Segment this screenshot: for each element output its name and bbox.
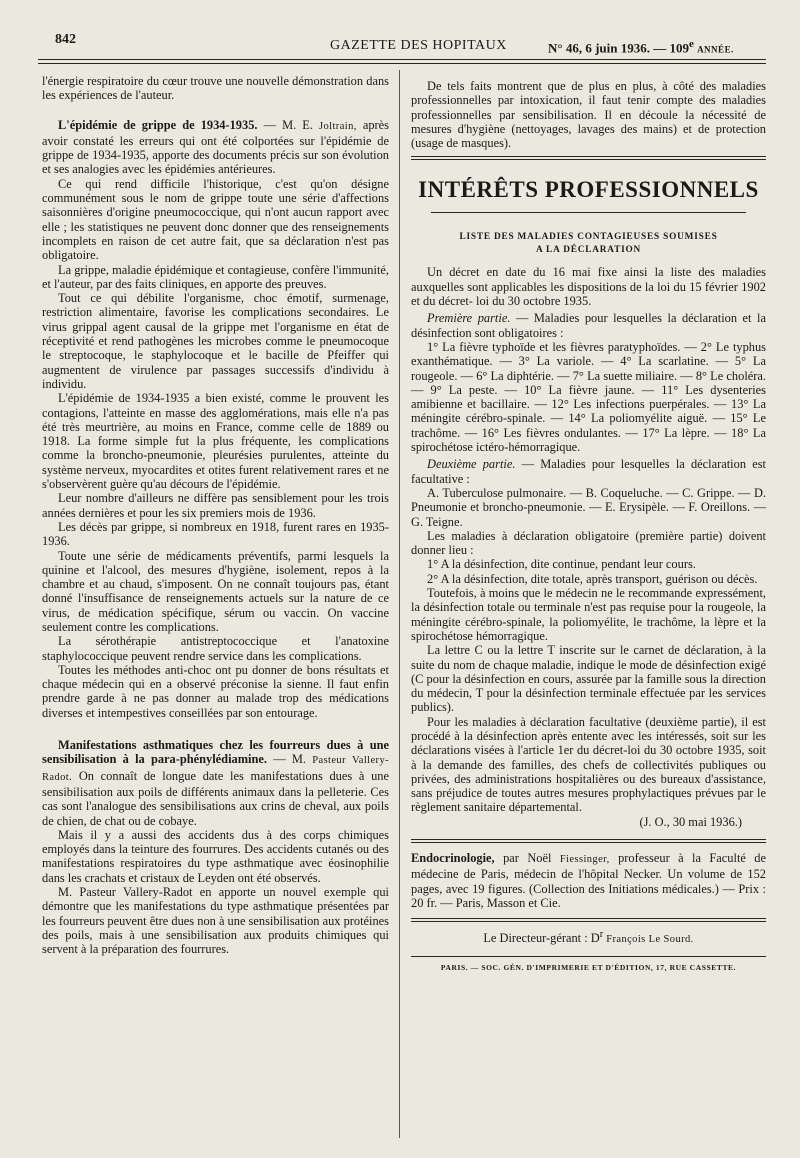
book-text: professeur à la Faculté de médecine de Paris, médecin de l'hôpital Necker. Un volume de 152 pages, avec 19 figures. (Collection des Initiations médicales.) — Prix : 20 fr. — Paris, Masson et Cie. xyxy=(411,851,767,910)
section-title: INTÉRÊTS PROFESSIONNELS xyxy=(418,177,759,203)
imprint-line: PARIS. — SOC. GÉN. D'IMPRIMERIE ET D'ÉDITION, 17, RUE CASSETTE. xyxy=(440,962,737,972)
right-column xyxy=(411,79,766,975)
asthma-title: Manifestations asthmatiques chez les fourreurs dues à une sensibilisation à la para-phénylédiamine. xyxy=(42,738,389,767)
running-header xyxy=(0,26,800,56)
left-paragraph: Leur nombre d'ailleurs ne diffère pas sensiblement pour les trois années dernières et pour les six premiers mois de 1936. xyxy=(42,491,389,520)
director-sup: r xyxy=(599,929,604,941)
left-paragraph: L'épidémie de 1934-1935 a bien existé, comme le prouvent les contagions, l'atteinte en masse des agglomérations, mais elle n'a pas été très meurtrière, au moins en France, comme celle de 1889 ou 1918. La forme simple fut la plus fréquente, les complications comme la broncho-pneumonie, pleurésies purulentes, atteinte du système nerveux, myocardites et otites furent relativement rares et ne s'observèrent guère qu'au décours de l'épidémie. xyxy=(42,391,389,492)
page-number: 842 xyxy=(55,32,76,47)
grippe-author-pre: — M. E. xyxy=(263,117,313,132)
book-rule xyxy=(411,839,766,840)
part1-text: — Maladies pour lesquelles la déclaration et la désinfection sont obligatoires : xyxy=(411,311,766,340)
left-paragraph: Ce qui rend difficile l'historique, c'est qu'on désigne communément sous le nom de grippe toute une série d'affections saisonnières d'origine pneumococcique, qui n'ont aucun rapport avec elle ; les statistiques ne peuvent donc donner que des renseignements incomplets en raison de cet autre fait, que sa déclaration n'est pas obligatoire. xyxy=(42,176,389,263)
column-divider xyxy=(399,70,400,1138)
left-paragraph: M. Pasteur Vallery-Radot en apporte un nouvel exemple qui démontre que les manifestations du type asthmatique présentées par les fourreurs peuvent être dues non à une sensibilisation aux protéines des poils, mais à une sensibilisation aux produits chimiques qui servent à la préparation des fourrures. xyxy=(42,885,389,957)
right-paragraph: De tels faits montrent que de plus en plus, à côté des maladies professionnelles par intoxication, il faut tenir compte des maladies professionnelles par sensibilisation. Il en découle la nécessité de mesures d'hygiène (nettoyages, lavages des mains) et de protection (usage de masques). xyxy=(411,79,766,151)
left-paragraph: Toutes les méthodes anti-choc ont pu donner de bons résultats et chaque médecin qui en a observé préconise la sienne. Il faut enfin prendre garde à ne pas donner au malade trop des médications diverses et intempestives conseillées par son entourage. xyxy=(42,662,389,720)
left-paragraph: l'énergie respiratoire du cœur trouve une nouvelle démonstration dans les expériences de l'auteur. xyxy=(42,74,389,103)
part2-list: A. Tuberculose pulmonaire. — B. Coqueluche. — C. Grippe. — D. Pneumonie et broncho-pneumonie. — E. Erysipèle. — F. Oreillons. — G. Teigne. xyxy=(411,485,766,529)
right-paragraph: Toutefois, à moins que le médecin ne le recommande expressément, la désinfection totale ou terminale n'est pas requise pour la rougeole, la méningite cérébro-spinale, la poliomyélite, le trachôme, la lèpre et la spirochétose hémorragique. xyxy=(411,586,766,643)
source-citation: (J. O., 30 mai 1936.) xyxy=(639,814,742,829)
part1-list: 1° La fièvre typhoïde et les fièvres paratyphoïdes. — 2° Le typhus exanthématique. — 3° La variole. — 4° La scarlatine. — 5° La rougeole. — 6° La diphtérie. — 7° La suette miliaire. — 8° Le choléra. — 9° La peste. — 10° La fièvre jaune. — 11° Les dysenteries amibienne et bacillaire. — 12° Les infections puerpérales. — 13° La méningite cérébro-spinale. — 14° La poliomyélite aiguë. — 15° Le trachôme. — 16° Les fièvres ondulantes. — 17° La lèpre. — 18° La spirochétose ictéro-hémorragique. xyxy=(411,339,766,455)
grippe-article xyxy=(42,118,389,177)
left-column xyxy=(42,74,389,957)
left-paragraph: Toute une série de médicaments préventifs, parmi lesquels la quinine et l'alcool, des mesures d'hygiène, isolement, repos à la chambre et au chaud, s'imposent. On ne connaît toujours pas, étant donné l'insuffisance de renseignements actuels sur la nature de ce virus, de médication spécifique, sérum ou vaccin. On vaccine seulement contre les complications. xyxy=(42,548,389,634)
left-paragraph: Les décès par grippe, si nombreux en 1918, furent rares en 1935-1936. xyxy=(42,519,389,549)
header-rule-thin xyxy=(38,63,766,64)
issue-number: N° 46, 6 juin 1936. — 109 xyxy=(548,40,689,56)
header-rule xyxy=(38,59,766,60)
part2-heading xyxy=(411,457,766,486)
right-paragraph: Pour les maladies à déclaration facultative (deuxième partie), il est procédé à la désinfection après entente avec les intéressés, soit sur les déclarations visées à l'article 1er du décret-loi du 30 octobre 1935, soit à la demande des familles, des chefs de collectivités publiques ou privées, des administrations hospitalières ou des bureaux d'assistance, sans préjudice de toutes autres mesures prophylactiques prévues par le règlement sanitaire départemental. xyxy=(411,714,766,815)
book-title: Endocrinologie, xyxy=(411,851,495,866)
asthma-article xyxy=(42,738,389,828)
decree-intro: Un décret en date du 16 mai fixe ainsi la liste des maladies auxquelles sont applicables les dispositions de la loi du 15 février 1902 et du décret- loi du 30 octobre 1935. xyxy=(411,265,766,309)
part2-label: Deuxième partie. xyxy=(427,457,516,472)
part1-label: Première partie. xyxy=(427,311,511,326)
right-paragraph: Les maladies à déclaration obligatoire (première partie) doivent donner lieu : xyxy=(411,528,766,558)
grippe-author: Joltrain, xyxy=(319,120,357,132)
left-paragraph: La sérothérapie antistreptococcique et l'anatoxine staphylococcique peuvent rendre service dans les complications. xyxy=(42,634,389,663)
director-pre: Le Directeur-gérant : D xyxy=(483,931,600,946)
grippe-text: après avoir constaté les erreurs qui ont été colportées sur l'épidémie de grippe de 1934-1935, apporte des documents précis sur son évolution et ses analogies avec les épidémies antérieures. xyxy=(42,117,390,177)
list-title-line1: LISTE DES MALADIES CONTAGIEUSES SOUMISES xyxy=(459,232,718,243)
book-notice xyxy=(411,851,766,910)
right-paragraph: 2° A la désinfection, dite totale, après transport, guérison ou décès. xyxy=(427,571,758,586)
issue-sup: e xyxy=(689,38,694,50)
asthma-text: On connaît de longue date les manifestations dues à une sensibilisation aux poils de différents animaux dans la pelleterie. Ces cas sont l'analogue des sensibilisations aux crins de cheval, aux poils de chien, de chat ou de cobaye. xyxy=(42,768,389,828)
director-name: François Le Sourd. xyxy=(606,934,694,946)
book-author: Fiessinger, xyxy=(559,854,610,866)
asthma-author: Pasteur Vallery-Radot. xyxy=(42,755,389,783)
book-text-pre: par Noël xyxy=(503,851,552,866)
right-paragraph: La lettre C ou la lettre T inscrite sur le carnet de déclaration, à la suite du nom de chaque maladie, indique le mode de désinfection exigé (C pour la désinfection en cours, assurée par la famille sous la direction du médecin, T pour la désinfection terminale effectuée par les services publics). xyxy=(411,643,766,715)
left-paragraph: Mais il y a aussi des accidents dus à des corps chimiques employés dans la teinture des fourrures. Des accidents cutanés ou des manifestations respiratoires du type asthmatique avec éosinophilie dans les crachats et cristaux de Leyden ont été observés. xyxy=(42,827,389,885)
left-paragraph: Tout ce qui débilite l'organisme, choc émotif, surmenage, restriction alimentaire, favorise les complications secondaires. Le virus grippal agent causal de la grippe met l'organisme en état de réceptivité et rend pathogènes les microbes comme le pneumocoque le streptocoque, le staphylocoque et le bacille de Pfeiffer qui augmentent de virulence par passages successifs d'individu à individu. xyxy=(42,291,389,391)
issue-annee: ANNÉE. xyxy=(697,44,734,55)
part2-text: — Maladies pour lesquelles la déclaration est facultative : xyxy=(411,457,766,486)
part1-heading xyxy=(411,311,766,340)
section-rule xyxy=(411,156,766,157)
list-title-line2: A LA DÉCLARATION xyxy=(535,245,642,256)
issue-info xyxy=(548,38,734,56)
journal-title: GAZETTE DES HOPITAUX xyxy=(330,38,507,53)
director-line xyxy=(411,928,766,947)
left-paragraph: La grippe, maladie épidémique et contagieuse, confère l'immunité, et l'auteur, par des faits cliniques, en apporte des preuves. xyxy=(42,262,389,291)
director-rule xyxy=(411,918,766,919)
right-paragraph: 1° A la désinfection, dite continue, pendant leur cours. xyxy=(427,557,696,572)
asthma-author-pre: — M. xyxy=(273,752,306,767)
grippe-title: L'épidémie de grippe de 1934-1935. xyxy=(58,117,258,132)
